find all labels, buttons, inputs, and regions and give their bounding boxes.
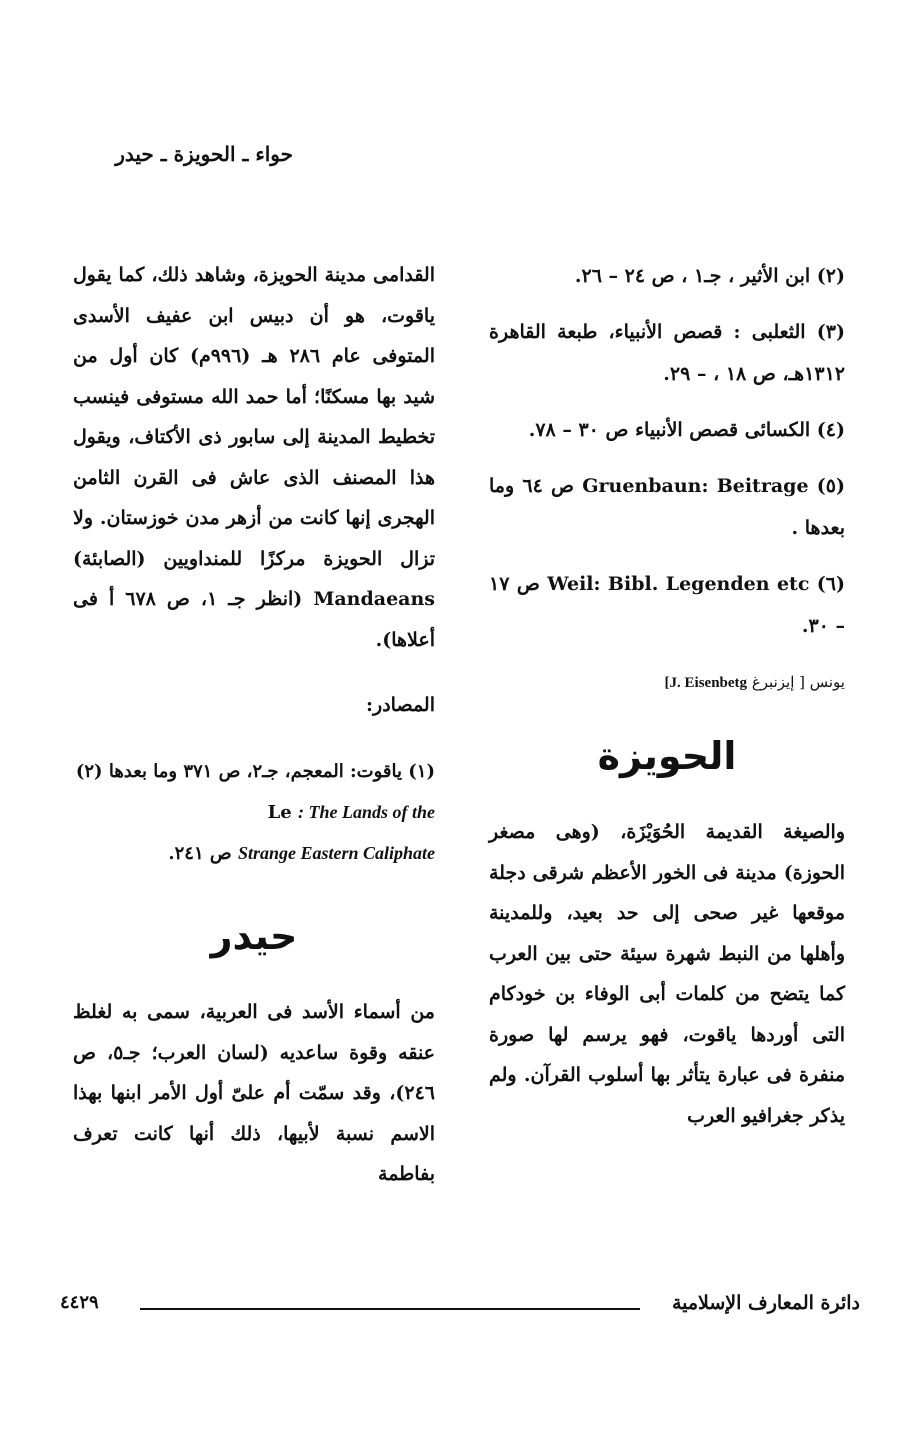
left-column <box>73 255 435 1195</box>
author-byline <box>489 671 845 694</box>
byline-arabic: يونس [ إيزنبرغ <box>751 673 845 691</box>
article-title-haydar: حيدر <box>210 914 298 958</box>
footnote-2: (٢) ابن الأثير ، جـ١ ، ص ٢٤ – ٢٦. <box>574 265 845 287</box>
source-1-latin-subtitle: Strange Eastern Caliphate <box>237 843 435 863</box>
running-head: حواء ـ الحويزة ـ حيدر <box>115 142 293 166</box>
sources-heading: المصادر: <box>366 694 435 716</box>
source-list <box>73 752 435 874</box>
page-footer <box>60 1292 860 1322</box>
source-1-latin-title: : The Lands of the <box>298 802 435 822</box>
article-body-hawiza: والصيغة القديمة الحُوَيْزَة، (وهى مصغر الحوزة) مدينة فى الخور الأعظم شرقى دجلة موقعها غير صحى إلى حد بعيد، وللمدينة وأهلها من النبط شهرة سيئة حتى بين العرب كما يتضح من كلمات أبى الوفاء بن خودكام التى أوردها ياقوت، فهو يرسم لها صورة منفرة فى عبارة يتأثر بها أسلوب القرآن. ولم يذكر جغرافيو العرب <box>489 821 845 1127</box>
footnote-6: (٦) Weil: Bibl. Legenden etc ص ١٧ – ٣٠. <box>489 573 846 637</box>
footnote-3: (٣) الثعلبى : قصص الأنبياء، طبعة القاهرة ١٣١٢هـ، ص ١٨ ، – ٢٩. <box>489 321 845 385</box>
footer-rule <box>140 1308 640 1310</box>
footnote-4: (٤) الكسائى قصص الأنبياء ص ٣٠ – ٧٨. <box>528 419 845 441</box>
source-1-arabic: (١) ياقوت: المعجم، جـ٢، ص ٣٧١ وما بعدها (٢) Le <box>75 761 435 823</box>
article-title-hawiza: الحويزة <box>597 734 737 778</box>
right-column <box>489 255 845 1136</box>
byline-latin: J. Eisenbetg] <box>664 675 748 691</box>
source-1-page: ص ٢٤١. <box>168 843 232 864</box>
article-body-haydar: من أسماء الأسد فى العربية، سمى به لغلظ عنقه وقوة ساعديه (لسان العرب؛ جـ٥، ص ٢٤٦)، وقد سمّت أم علىّ أول الأمر ابنها بهذا الاسم نسبة لأبيها، ذلك أنها كانت تعرف بفاطمة <box>73 1001 436 1185</box>
footer-title: دائرة المعارف الإسلامية <box>671 1292 860 1314</box>
article-body-hawiza-continued: القدامى مدينة الحويزة، وشاهد ذلك، كما يقول ياقوت، هو أن دبيس ابن عفيف الأسدى المتوفى عام ٢٨٦ هـ (٩٩٦م) كان أول من شيد بها مسكنًا؛ أما حمد الله مستوفى فينسب تخطيط المدينة إلى سابور ذى الأكتاف، ويقول هذا المصنف الذى عاش فى القرن الثامن الهجرى إنها كانت من أزهر مدن خوزستان. ولا تزال الحويزة مركزًا للمنداويين (الصابئة) Mandaeans (انظر جـ ١، ص ٦٧٨ أ فى أعلاها). <box>73 264 435 651</box>
page-number: ٤٤٢٩ <box>60 1292 99 1313</box>
footnote-5: (٥) Gruenbaun: Beitrage ص ٦٤ وما بعدها . <box>489 475 845 539</box>
